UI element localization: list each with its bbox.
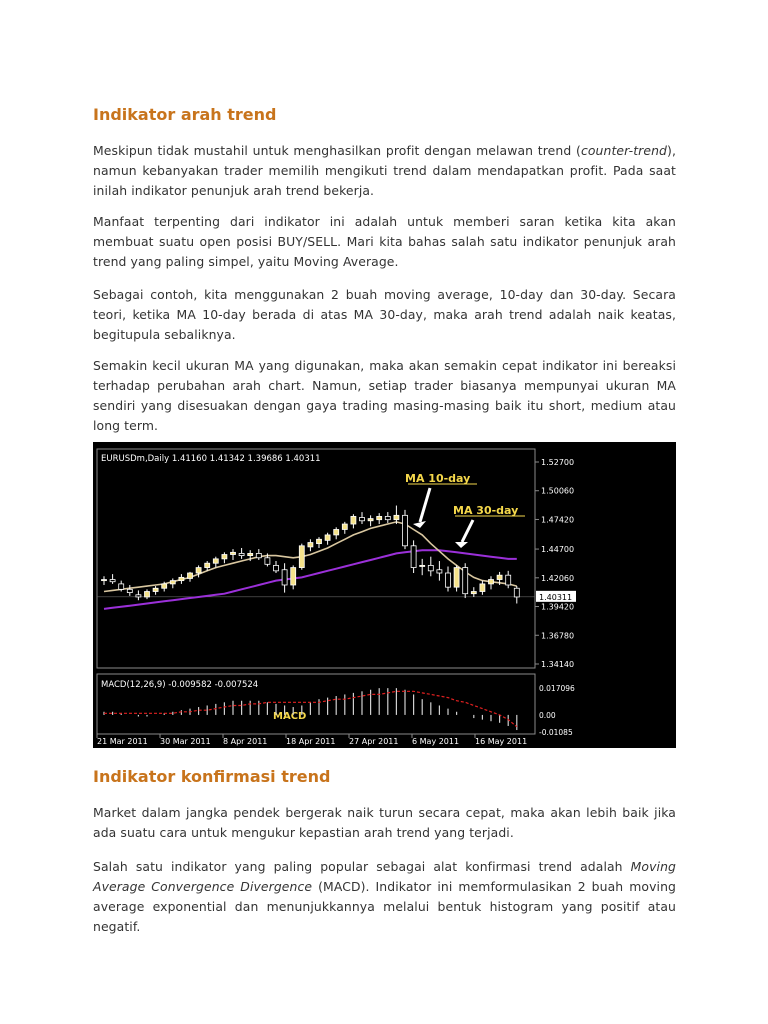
candle-bull [222, 555, 227, 559]
price-tick-label: 1.42060 [541, 573, 575, 583]
candle-bear [411, 546, 416, 568]
candle-bear [360, 518, 365, 521]
date-tick-label: 16 May 2011 [475, 737, 528, 746]
candle-bear [385, 516, 390, 519]
macd-annotation: MACD [273, 711, 307, 722]
paragraph-intro-italic: counter-trend [580, 143, 668, 158]
ma30-annotation: MA 30-day [453, 504, 519, 517]
macd-histogram [104, 688, 517, 730]
paragraph-intro [93, 141, 676, 201]
candle-bear [506, 575, 511, 585]
date-tick-label: 30 Mar 2011 [160, 737, 211, 746]
candle-bear [282, 570, 287, 585]
price-axis [535, 458, 574, 669]
candle-bull [497, 575, 502, 579]
paragraph-macd-italic: Moving Average Convergence Divergence [93, 859, 676, 894]
candle-bull [291, 568, 296, 585]
candle-bull [145, 592, 150, 597]
ma30-arrowhead [455, 542, 468, 548]
candle-bear [265, 558, 270, 565]
paragraph-macd [93, 857, 676, 937]
candle-bear [403, 515, 408, 545]
macd-tick-label: 0.017096 [539, 684, 575, 693]
candle-bull [351, 516, 356, 524]
paragraph-market: Market dalam jangka pendek bergerak naik turun secara cepat, maka akan lebih baik jika ada suatu cara untuk mengukur kepastian arah trend yang terjadi. [93, 805, 676, 840]
candle-bull [153, 588, 158, 591]
paragraph-manfaat: Manfaat terpenting dari indikator ini adalah untuk memberi saran ketika kita akan membuat suatu open posisi BUY/SELL. Mari kita bahas salah satu indikator penunjuk arah trend yang paling simpel, yaitu Moving Average. [93, 214, 676, 269]
candle-bull [213, 559, 218, 563]
candle-bull [368, 519, 373, 521]
candle-bull [196, 568, 201, 573]
price-tick-label: 1.44700 [541, 545, 575, 555]
ma30-arrow [462, 520, 473, 542]
chart-svg [93, 442, 676, 748]
paragraph-intro-text-1: Meskipun tidak mustahil untuk menghasilkan profit dengan melawan trend ( [93, 143, 581, 158]
macd-tick-label: -0.01085 [539, 728, 573, 737]
candle-bull [248, 553, 253, 555]
candle-bear [136, 595, 141, 597]
candle-bear [428, 565, 433, 570]
eurusd-chart [93, 442, 676, 748]
candle-bull [489, 580, 494, 584]
ma10-arrow [420, 488, 430, 522]
candle-bear [437, 570, 442, 573]
candle-bull [334, 529, 339, 534]
candle-bull [179, 577, 184, 580]
candle-bull [170, 581, 175, 584]
candle-bull [420, 565, 425, 566]
paragraph-ukuran-ma: Semakin kecil ukuran MA yang digunakan, maka akan semakin cepat indikator ini bereaksi terhadap perubahan arah chart. Namun, setiap trader biasanya mempunyai ukuran MA sendiri yang disesuakan dengan gaya trading masing-masing baik itu short, medium atau long term. [93, 358, 676, 433]
candle-bull [454, 568, 459, 588]
price-tick-label: 1.34140 [541, 660, 575, 669]
candle-bear [274, 565, 279, 570]
candle-bull [188, 573, 193, 578]
candle-bull [162, 584, 167, 588]
candle-bull [231, 552, 236, 554]
date-tick-label: 21 Mar 2011 [97, 737, 148, 746]
date-tick-label: 27 Apr 2011 [349, 737, 399, 746]
section-heading-konfirmasi-trend: Indikator konfirmasi trend [93, 767, 331, 786]
chart-frame [97, 449, 535, 734]
candle-bull [299, 546, 304, 568]
current-price-label: 1.40311 [539, 592, 573, 602]
macd-label: MACD(12,26,9) -0.009582 -0.007524 [101, 680, 259, 690]
price-tick-label: 1.50060 [541, 486, 575, 496]
candle-bear [256, 553, 261, 557]
candle-bear [446, 573, 451, 587]
candle-bear [119, 584, 124, 589]
chart-title: EURUSDm,Daily 1.41160 1.41342 1.39686 1.40311 [101, 454, 321, 464]
candle-bull [317, 539, 322, 543]
candle-bull [342, 524, 347, 529]
macd-axis [539, 684, 575, 737]
price-tick-label: 1.52700 [541, 458, 575, 467]
date-tick-label: 18 Apr 2011 [286, 737, 336, 746]
candle-bear [239, 553, 244, 555]
candle-bull [205, 563, 210, 567]
candle-bear [110, 580, 115, 582]
ma10-annotation: MA 10-day [405, 472, 471, 485]
paragraph-contoh: Sebagai contoh, kita menggunakan 2 buah moving average, 10-day dan 30-day. Secara teori, ketika MA 10-day berada di atas MA 30-day, maka arah trend adalah naik keatas, begitupula sebaliknya. [93, 287, 676, 342]
price-tick-label: 1.47420 [541, 515, 575, 525]
candle-bear [127, 589, 132, 592]
candle-bull [480, 584, 485, 592]
ma10-arrowhead [413, 521, 426, 528]
price-tick-label: 1.36780 [541, 631, 575, 641]
macd-tick-label: 0.00 [539, 710, 556, 720]
date-tick-label: 8 Apr 2011 [223, 737, 268, 746]
date-axis [97, 734, 527, 746]
paragraph-macd-text-2: (MACD). Indikator ini memformulasikan 2 buah moving average exponential dan menunjukkannya melalui bentuk histogram yang positif atau negatif. [93, 879, 676, 934]
candle-bull [471, 592, 476, 594]
candle-bull [377, 516, 382, 519]
candle-bull [308, 543, 313, 547]
paragraph-intro-text-2: ), namun kebanyakan trader memilih mengikuti trend dalam mendapatkan profit. Pada saat inilah indikator penunjuk arah trend bekerja. [93, 143, 676, 198]
section-heading-arah-trend: Indikator arah trend [93, 105, 277, 124]
price-tick-label: 1.39420 [541, 602, 575, 612]
candle-bull [394, 515, 399, 519]
candle-bull [102, 580, 107, 581]
date-tick-label: 6 May 2011 [412, 737, 460, 746]
candle-bull [325, 535, 330, 540]
candle-bear [463, 568, 468, 594]
paragraph-macd-text-1: Salah satu indikator yang paling popular sebagai alat konfirmasi trend adalah [93, 859, 631, 874]
candle-bear [514, 588, 519, 597]
